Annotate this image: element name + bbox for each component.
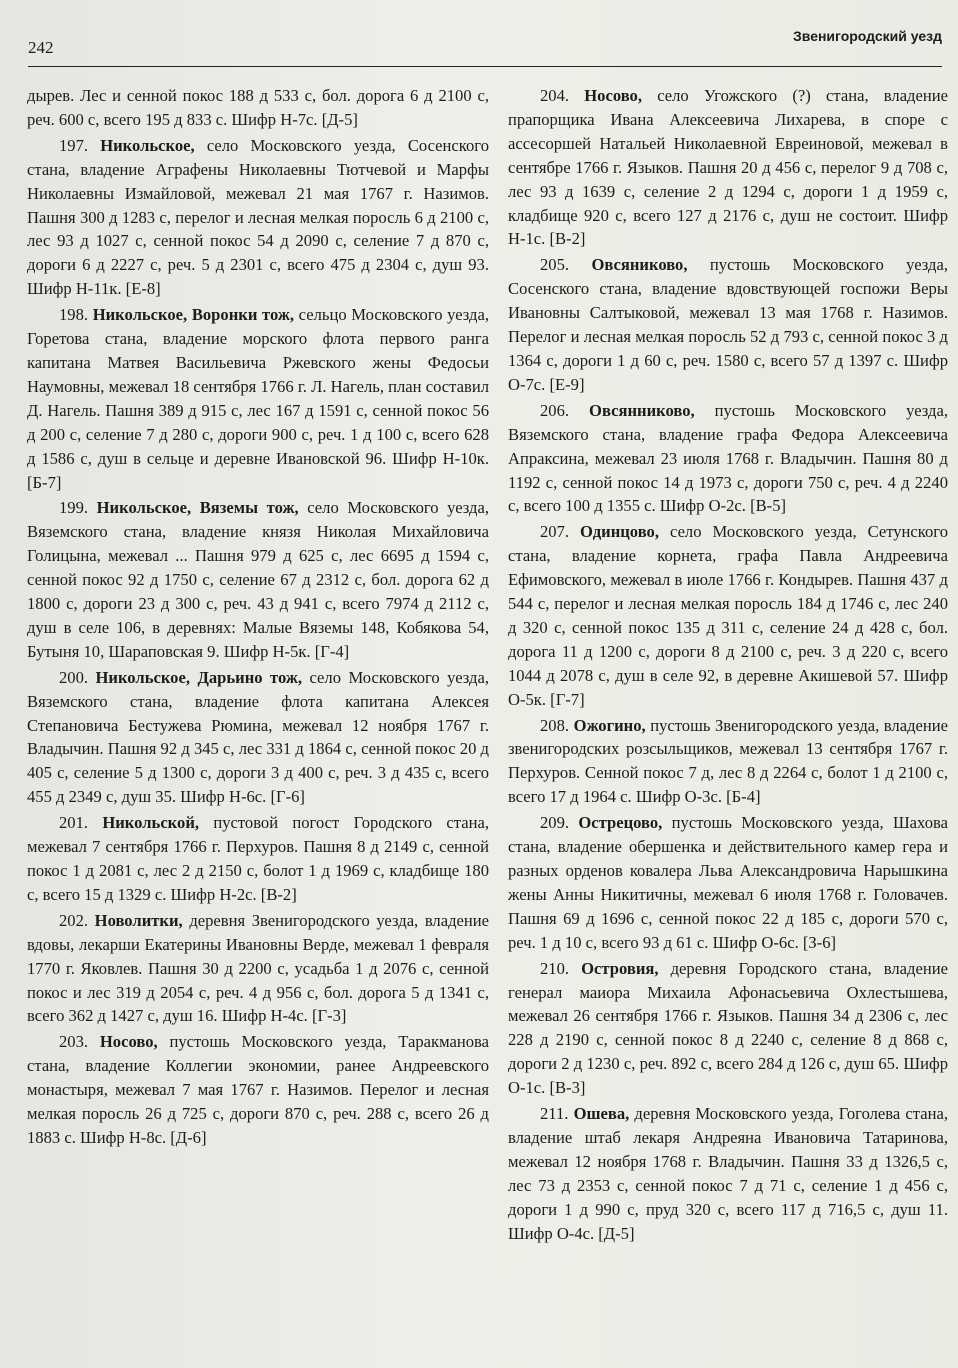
entry-name: Ожогино, — [573, 715, 646, 735]
entry-text: село Московского уезда, Вяземского стана, владение флота капитана Алексея Степановича Бестужева Рюмина, межевал 12 ноября 1767 г. Владычин. Пашня 92 д 345 с, лес 331 д 1864 с, сенной покос 20 д 405 с, селение 5 д 1300 с, дороги 3 д 400 с, реч. 3 д 435 с, всего 455 д 2349 с, душ 35. Шифр Н-6с. [Г-6] — [27, 667, 489, 807]
entry-text: сельцо Московского уезда, Горетова стана, владение морского флота первого ранга капитана Матвея Васильевича Ржевского жены Федосьи Наумовны, межевал 18 сентября 1766 г. Л. Нагель, план составил Д. Нагель. Пашня 389 д 915 с, лес 167 д 1591 с, сенной покос 56 д 200 с, селение 7 д 280 с, дороги 900 с, реч. 1 д 100 с, всего 628 д 1586 с, душ в сельце и деревне Ивановской 96. Шифр Н-10к. [Б-7] — [27, 305, 489, 492]
entry-text: пустошь Звенигородского уезда, владение звенигородских розсыльщиков, межевал 13 сентября 1767 г. Перхуров. Сенной покос 7 д, лес 8 д 2264 с, болот 1 д 2100 с, всего 17 д 1964 с. Шифр О-3с. [Б-4] — [508, 715, 948, 807]
entry-number: 199. — [59, 498, 89, 518]
entry-number: 198. — [59, 305, 89, 325]
entry-number: 205. — [540, 255, 570, 275]
entry-name: Никольское, Воронки тож, — [92, 305, 295, 325]
entry-text: село Московского уезда, Сосенского стана, владение Аграфены Николаевны Тютчевой и Марфы Николаевны Измайловой, межевал 21 мая 1767 г. Назимов. Пашня 300 д 1283 с, перелог и лесная мелкая поросль 6 д 2100 с, лес 93 д 1027 с, сенной покос 54 д 2090 с, селение 7 д 870 с, дороги 6 д 2227 с, реч. 5 д 2301 с, всего 475 д 2304 с, душ 93. Шифр Н-11к. [Е-8] — [27, 135, 489, 299]
entry-text: пустошь Московского уезда, Таракманова стана, владение Коллегии экономии, ранее Андреевского монастыря, межевал 7 мая 1767 г. Назимов. Перелог и лесная мелкая поросль 26 д 725 с, дороги 870 с, реч. 288 с, всего 26 д 1883 с. Шифр Н-8с. [Д-6] — [27, 1032, 490, 1147]
entry-name: Никольское, Дарьино тож, — [95, 667, 303, 687]
left-column — [27, 84, 489, 1152]
entry-number: 208. — [540, 715, 570, 735]
entry-name: Никольское, — [100, 135, 195, 155]
entry-number: 207. — [540, 522, 570, 542]
entry-number: 201. — [59, 813, 89, 833]
entry-number: 209. — [540, 813, 570, 833]
entry — [27, 134, 489, 301]
entry-number: 203. — [59, 1032, 89, 1052]
entry-name: Одинцово, — [580, 522, 659, 542]
entry — [508, 811, 948, 954]
page-header — [28, 26, 942, 67]
entry — [508, 957, 948, 1100]
entry-number: 211. — [540, 1104, 569, 1124]
entry — [27, 909, 489, 1029]
entry-text: деревня Звенигородского уезда, владение вдовы, лекарши Екатерины Ивановны Верде, межевал 1 февраля 1770 г. Яковлев. Пашня 30 д 2200 с, усадьба 1 д 2076 с, сенной покос и лес 319 д 2054 с, реч. 4 д 956 с, бол. дорога 5 д 1341 с, всего 362 д 1427 с, душ 16. Шифр Н-4с. [Г-3] — [27, 910, 490, 1026]
entry-name: Носово, — [584, 86, 642, 105]
entry — [27, 303, 489, 494]
running-head: Звенигородский уезд — [793, 28, 942, 44]
entry-name: Овсяниково, — [591, 255, 688, 275]
entry — [508, 399, 948, 519]
entry-text: село Московского уезда, Вяземского стана, владение князя Николая Михайловича Голицына, межевал ... Пашня 979 д 625 с, лес 6695 д 1594 с, сенной покос 92 д 1750 с, селение 67 д 2312 с, бол. дорога 62 д 1800 с, дороги 23 д 300 с, реч. 43 д 941 с, всего 7974 д 2112 с, душ в селе 106, в деревнях: Малые Вяземы 148, Кобякова 54, Бутыня 10, Шараповская 9. Шифр Н-5к. [Г-4] — [27, 498, 490, 661]
entry-number: 204. — [540, 86, 570, 105]
entry-text: деревня Городского стана, владение генерал маиора Михаила Афонасьевича Охлестышева, межевал 26 сентября 1766 г. Языков. Пашня 34 д 2306 с, лес 228 д 2190 с, сенной покос 8 д 2240 с, селение 8 д 868 с, дороги 2 д 1230 с, реч. 892 с, всего 284 д 126 с, душ 65. Шифр О-1с. [В-3] — [508, 958, 948, 1098]
entry-name: Новолитки, — [94, 910, 183, 930]
entry-number: 210. — [540, 958, 570, 978]
entry-name: Островия, — [581, 958, 659, 978]
entry — [27, 666, 489, 809]
entry-text: деревня Московского уезда, Гоголева стана, владение штаб лекаря Андреяна Ивановича Татаринова, межевал 12 ноября 1768 г. Владычин. Пашня 33 д 1326,5 с, лес 73 д 2353 с, сенной покос 7 д 71 с, селение 1 д 456 с, дороги 1 д 990 с, пруд 320 с, всего 117 д 716,5 с, душ 11. Шифр О-4с. [Д-5] — [508, 1104, 948, 1243]
entry-text: пустовой погост Городского стана, межевал 7 сентября 1766 г. Перхуров. Пашня 8 д 2149 с, сенной покос 1 д 2081 с, лес 2 д 2150 с, болот 1 д 1969 с, кладбище 180 с, всего 15 д 1329 с. Шифр Н-2с. [В-2] — [27, 813, 489, 904]
right-column — [508, 84, 948, 1248]
entry-name: Ошева, — [573, 1104, 630, 1124]
entry — [27, 811, 489, 907]
entry-number: 206. — [540, 400, 570, 420]
entry — [508, 520, 948, 711]
entry-text: село Угожского (?) стана, владение прапорщика Ивана Алексеевича Лихарева, в споре с ассесоршей Натальей Николаевной Евреиновой, межевал в сентябре 1766 г. Языков. Пашня 20 д 456 с, перелог 9 д 708 с, лес 93 д 1639 с, селение 2 д 1294 с, дороги 1 д 1959 с, кладбище 920 с, всего 127 д 2176 с, душ не состоит. Шифр Н-1с. [В-2] — [508, 86, 948, 249]
entry — [508, 714, 948, 810]
entry-number: 200. — [59, 667, 89, 687]
entry — [508, 1102, 948, 1245]
entry-text: пустошь Московского уезда, Шахова стана, владение обершенка и действительного камер гера и разных орденов ковалера Льва Александровича Нарышкина жены Анны Никитичны, межевал 6 июля 1768 г. Головачев. Пашня 69 д 1696 с, сенной покос 22 д 185 с, дороги 570 с, реч. 1 д 10 с, всего 93 д 61 с. Шифр О-6с. [З-6] — [508, 813, 948, 952]
entry-number: 202. — [59, 910, 89, 930]
entry-text: пустошь Московского уезда, Вяземского стана, владение графа Федора Алексеевича Апраксина, межевал 23 июля 1768 г. Владычин. Пашня 80 д 1192 с, сенной покос 14 д 1973 с, дороги 750 с, реч. 4 д 2240 с, всего 100 д 1355 с. Шифр О-2с. [В-5] — [508, 400, 948, 516]
entry-text: село Московского уезда, Сетунского стана, владение корнета, графа Павла Андреевича Ефимовского, межевал в июле 1766 г. Кондырев. Пашня 437 д 544 с, перелог и лесная мелкая поросль 184 д 1746 с, лес 240 д 320 с, сенной покос 135 д 311 с, селение 24 д 428 с, бол. дорога 11 д 1200 с, дороги 8 д 2100 с, реч. 3 д 220 с, всего 1044 д 2078 с, душ в селе 92, в деревне Акишевой 57. Шифр О-5к. [Г-7] — [508, 522, 948, 709]
entry — [508, 84, 948, 251]
page-number: 242 — [28, 38, 54, 57]
entry-name: Овсянниково, — [589, 400, 695, 420]
entry — [27, 496, 489, 663]
entry — [508, 253, 948, 396]
entry — [27, 1030, 489, 1150]
entry-number: 197. — [59, 135, 89, 155]
entry-name: Острецово, — [578, 813, 663, 833]
entry — [27, 84, 489, 132]
entry-name: Никольской, — [102, 813, 200, 833]
entry-name: Никольское, Вяземы тож, — [96, 498, 299, 518]
entry-name: Носово, — [99, 1032, 158, 1052]
entry-text: пустошь Московского уезда, Сосенского стана, владение вдовствующей госпожи Веры Ивановны Салтыковой, межевал 13 мая 1768 г. Назимов. Перелог и лесная мелкая поросль 52 д 793 с, сенной покос 3 д 1364 с, дороги 1 д 60 с, реч. 1580 с, всего 57 д 1397 с. Шифр О-7с. [Е-9] — [508, 255, 948, 394]
entry-text: дырев. Лес и сенной покос 188 д 533 с, бол. дорога 6 д 2100 с, реч. 600 с, всего 195 д 833 с. Шифр Н-7с. [Д-5] — [27, 86, 489, 129]
